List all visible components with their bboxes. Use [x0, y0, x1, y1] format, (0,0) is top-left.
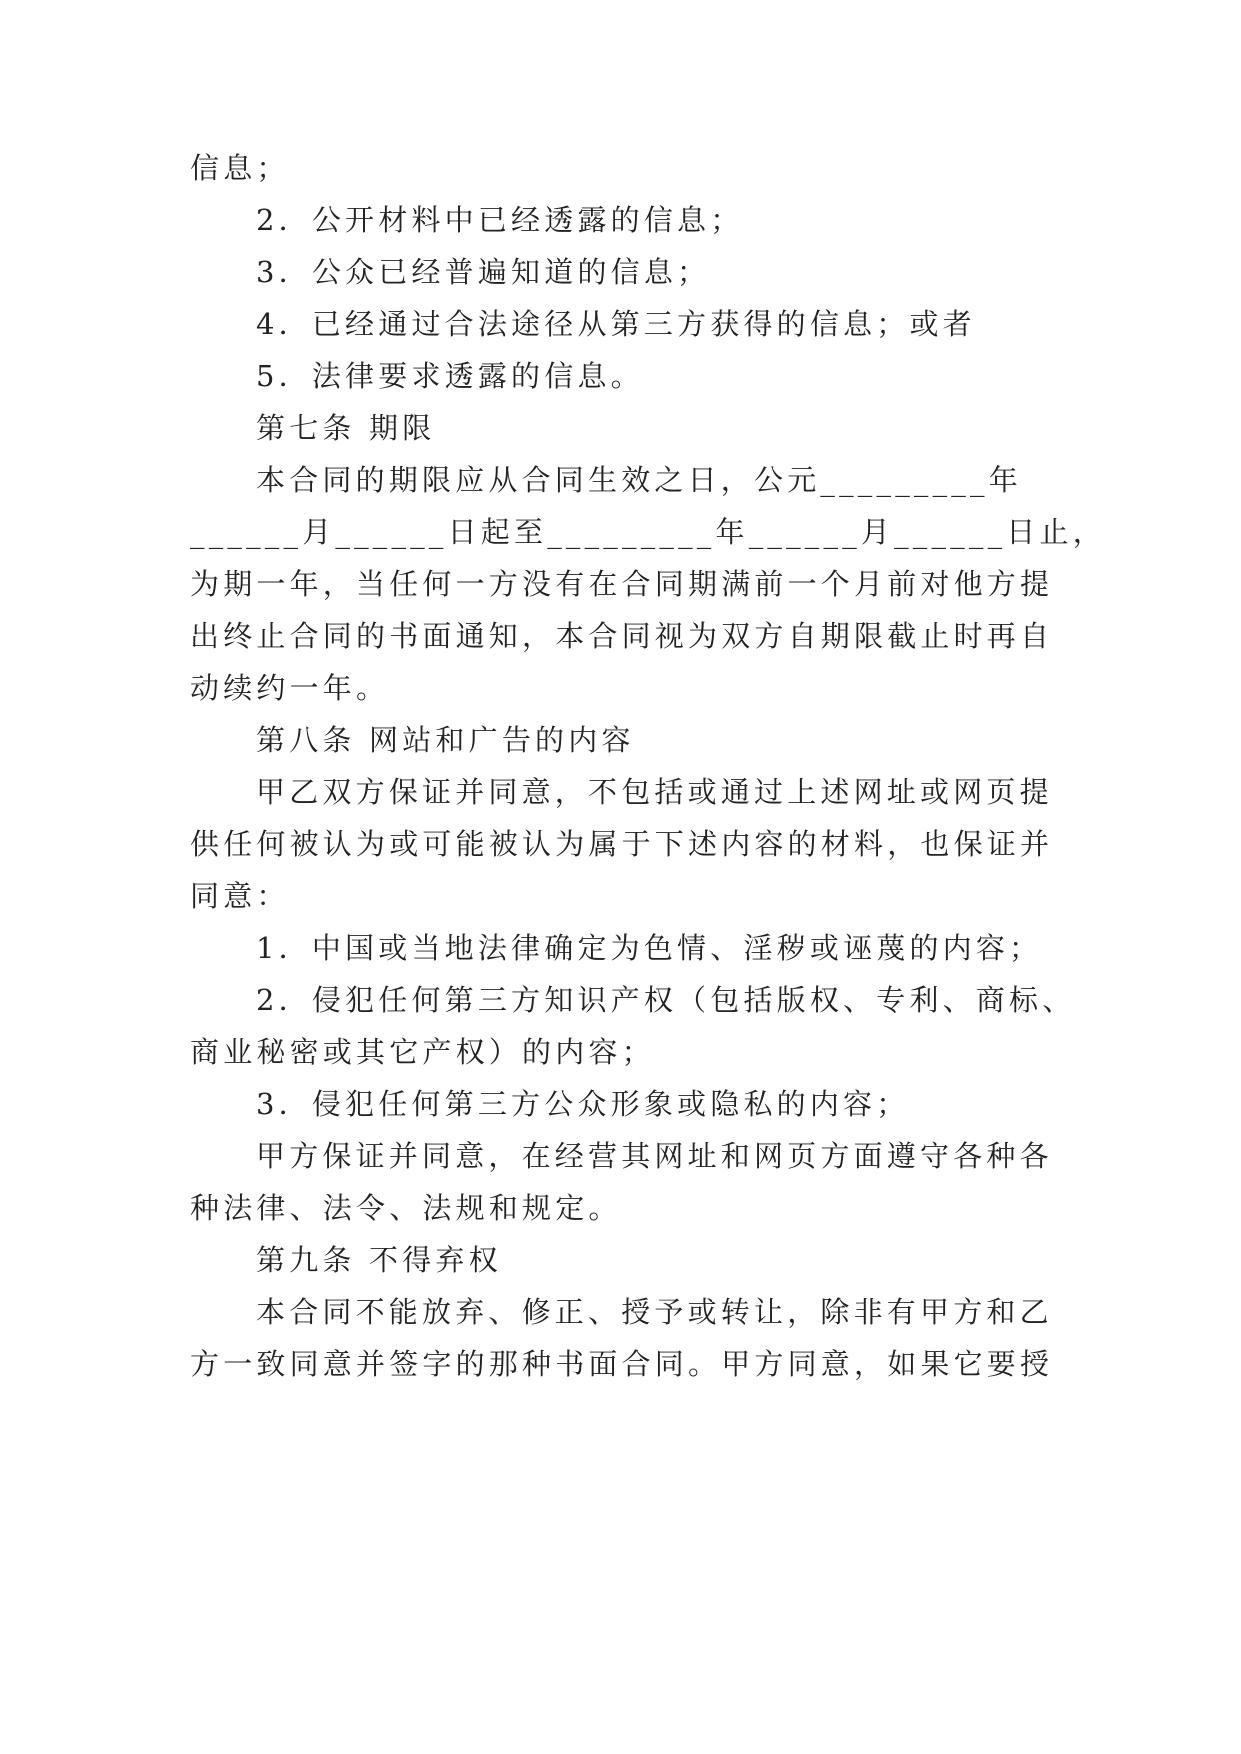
article-8-paragraph: 种法律、法令、法规和规定。: [190, 1191, 622, 1225]
article-9-paragraph: 本合同不能放弃、修正、授予或转让，除非有甲方和乙: [256, 1295, 1053, 1329]
article-8-paragraph: 同意：: [190, 879, 290, 913]
paragraph-continuation: 信息；: [190, 151, 290, 185]
list-item-continuation: 商业秘密或其它产权）的内容；: [190, 1035, 655, 1069]
list-item: 3．公众已经普遍知道的信息；: [256, 255, 711, 289]
article-8-paragraph: 甲方保证并同意，在经营其网址和网页方面遵守各种各: [256, 1139, 1053, 1173]
article-7-paragraph: 本合同的期限应从合同生效之日，公元_________年: [256, 463, 1022, 497]
list-item: 4．已经通过合法途径从第三方获得的信息；或者: [256, 307, 976, 341]
article-8-paragraph: 供任何被认为或可能被认为属于下述内容的材料，也保证并: [190, 827, 1054, 861]
list-item: 2．侵犯任何第三方知识产权（包括版权、专利、商标、: [256, 983, 1076, 1017]
list-item: 3．侵犯任何第三方公众形象或隐私的内容；: [256, 1087, 910, 1121]
article-9-paragraph: 方一致同意并签字的那种书面合同。甲方同意，如果它要授: [190, 1347, 1054, 1381]
list-item: 5．法律要求透露的信息。: [256, 359, 644, 393]
article-heading-9: 第九条 不得弃权: [256, 1243, 502, 1277]
article-7-paragraph: ______月______日起至_________年______月______日止，: [190, 515, 1106, 549]
article-8-paragraph: 甲乙双方保证并同意，不包括或通过上述网址或网页提: [256, 775, 1053, 809]
list-item: 2．公开材料中已经透露的信息；: [256, 203, 744, 237]
article-heading-7: 第七条 期限: [256, 411, 436, 445]
article-heading-8: 第八条 网站和广告的内容: [256, 723, 635, 757]
article-7-paragraph: 动续约一年。: [190, 671, 390, 705]
article-7-paragraph: 出终止合同的书面通知，本合同视为双方自期限截止时再自: [190, 619, 1054, 653]
article-7-paragraph: 为期一年，当任何一方没有在合同期满前一个月前对他方提: [190, 567, 1054, 601]
list-item: 1．中国或当地法律确定为色情、淫秽或诬蔑的内容；: [256, 931, 1043, 965]
